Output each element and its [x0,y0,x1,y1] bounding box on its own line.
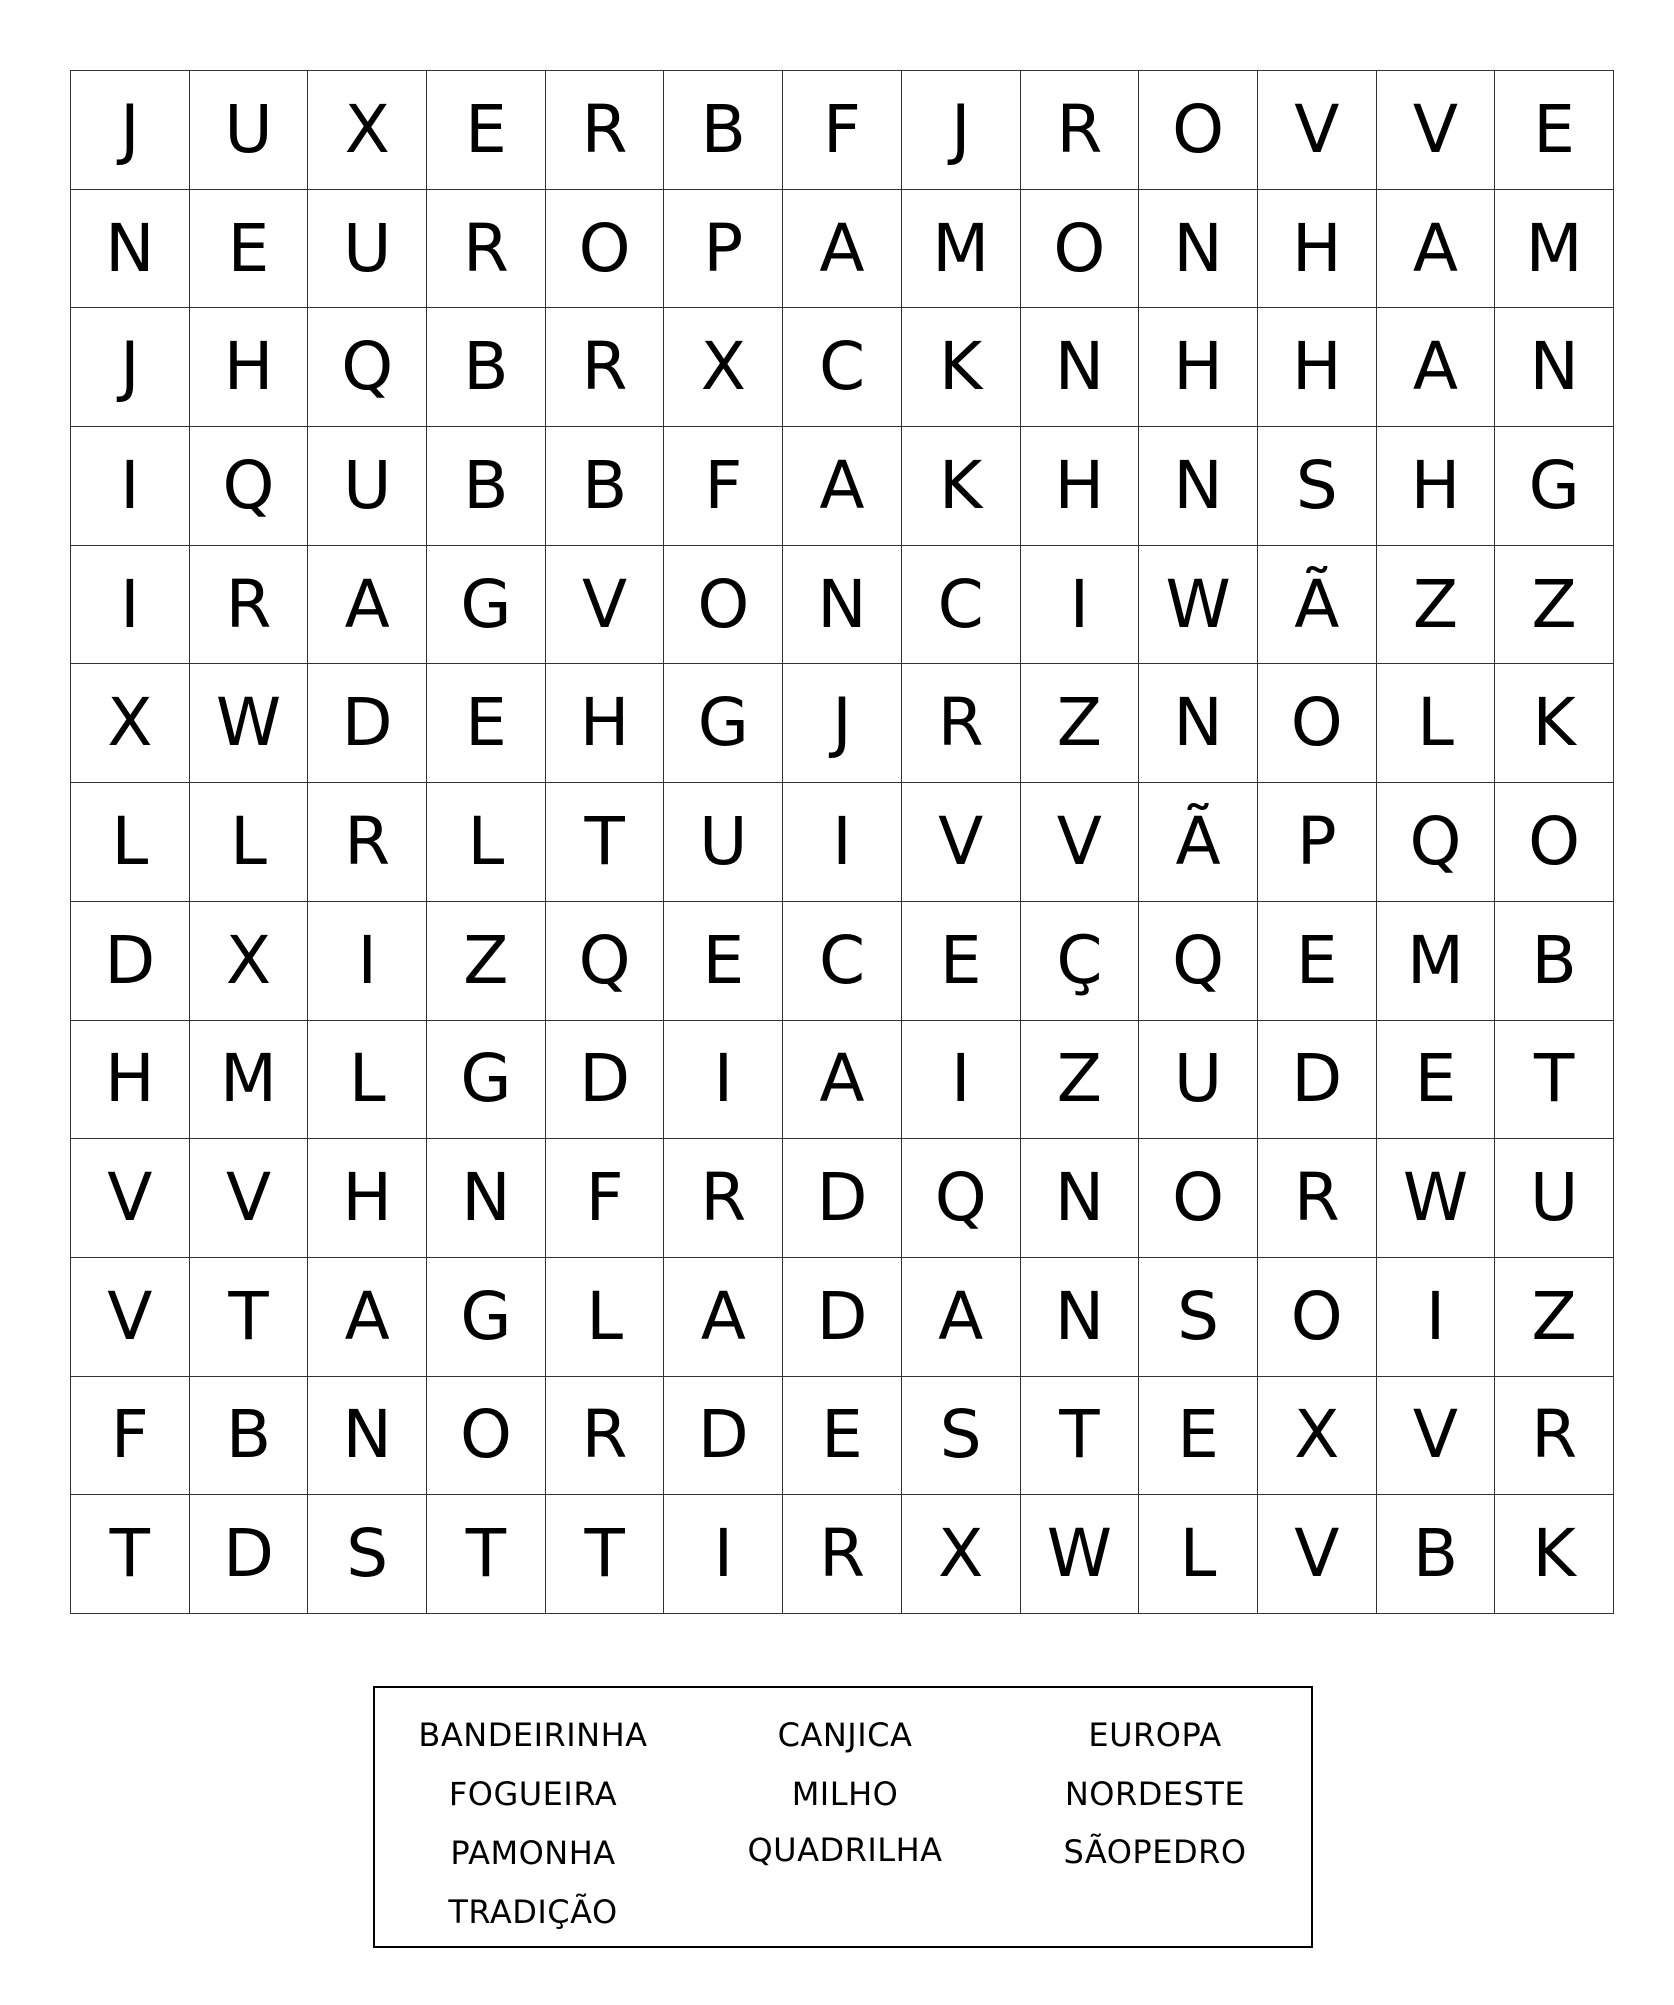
grid-cell[interactable]: L [308,1021,427,1140]
grid-cell[interactable]: F [71,1377,190,1496]
grid-cell[interactable]: E [190,190,309,309]
grid-cell[interactable]: D [190,1495,309,1614]
grid-cell[interactable]: V [190,1139,309,1258]
grid-cell[interactable]: O [1021,190,1140,309]
grid-cell[interactable]: O [427,1377,546,1496]
grid-cell[interactable]: Q [1139,902,1258,1021]
grid-cell[interactable]: K [902,427,1021,546]
grid-cell[interactable]: I [902,1021,1021,1140]
grid-cell[interactable]: N [1495,308,1614,427]
grid-cell[interactable]: L [190,783,309,902]
grid-cell[interactable]: L [71,783,190,902]
grid-cell[interactable]: E [1139,1377,1258,1496]
grid-cell[interactable]: L [1377,664,1496,783]
grid-cell[interactable]: A [783,427,902,546]
grid-cell[interactable]: O [1139,71,1258,190]
grid-cell[interactable]: N [71,190,190,309]
grid-cell[interactable]: Z [1021,1021,1140,1140]
word-list-column [695,1706,995,1875]
grid-cell[interactable]: Ã [1258,546,1377,665]
grid-cell[interactable]: G [664,664,783,783]
grid-cell[interactable]: G [427,546,546,665]
grid-cell[interactable]: W [190,664,309,783]
grid-cell[interactable]: Z [1377,546,1496,665]
grid-cell[interactable]: Z [1495,1258,1614,1377]
grid-cell[interactable]: P [664,190,783,309]
grid-cell[interactable]: N [1021,1139,1140,1258]
grid-cell[interactable]: D [783,1139,902,1258]
grid-cell[interactable]: E [1377,1021,1496,1140]
grid-cell[interactable]: Z [427,902,546,1021]
word-list-item: TRADIÇÃO [448,1893,618,1931]
grid-cell[interactable]: P [1258,783,1377,902]
word-list-item: EUROPA [1088,1716,1222,1754]
grid-cell[interactable]: Q [190,427,309,546]
grid-cell[interactable]: R [546,308,665,427]
grid-cell[interactable]: E [1495,71,1614,190]
grid-cell[interactable]: O [546,190,665,309]
grid-cell[interactable]: V [1377,71,1496,190]
grid-cell[interactable]: U [308,427,427,546]
word-list-column [383,1706,683,1942]
grid-cell[interactable]: B [427,427,546,546]
grid-cell[interactable]: U [308,190,427,309]
grid-cell[interactable]: I [1377,1258,1496,1377]
grid-cell[interactable]: T [427,1495,546,1614]
grid-cell[interactable]: N [427,1139,546,1258]
grid-cell[interactable]: I [664,1021,783,1140]
grid-cell[interactable]: G [427,1258,546,1377]
word-list-item: MILHO [791,1775,899,1813]
grid-cell[interactable]: U [190,71,309,190]
grid-cell[interactable]: T [546,1495,665,1614]
grid-cell[interactable]: R [1495,1377,1614,1496]
grid-cell[interactable]: X [308,71,427,190]
grid-cell[interactable]: X [664,308,783,427]
grid-cell[interactable]: N [783,546,902,665]
grid-cell[interactable]: A [308,1258,427,1377]
grid-cell[interactable]: H [190,308,309,427]
grid-cell[interactable]: U [1495,1139,1614,1258]
grid-cell[interactable]: I [71,546,190,665]
grid-cell[interactable]: R [190,546,309,665]
grid-cell[interactable]: H [1139,308,1258,427]
grid-cell[interactable]: T [71,1495,190,1614]
grid-cell[interactable]: M [1495,190,1614,309]
word-list-column [1005,1706,1305,1877]
grid-cell[interactable]: X [71,664,190,783]
grid-cell[interactable]: I [783,783,902,902]
grid-cell[interactable]: U [664,783,783,902]
grid-cell[interactable]: I [308,902,427,1021]
grid-cell[interactable]: R [308,783,427,902]
grid-cell[interactable]: W [1021,1495,1140,1614]
grid-cell[interactable]: W [1139,546,1258,665]
grid-cell[interactable]: H [1021,427,1140,546]
grid-cell[interactable]: M [902,190,1021,309]
grid-cell[interactable]: Q [1377,783,1496,902]
grid-cell[interactable]: C [783,308,902,427]
grid-cell[interactable]: E [664,902,783,1021]
grid-cell[interactable]: A [1377,308,1496,427]
grid-cell[interactable]: A [783,1021,902,1140]
grid-cell[interactable]: G [427,1021,546,1140]
grid-cell[interactable]: Z [1495,546,1614,665]
grid-cell[interactable]: H [546,664,665,783]
grid-cell[interactable]: E [902,902,1021,1021]
grid-cell[interactable]: Ç [1021,902,1140,1021]
grid-cell[interactable]: S [1258,427,1377,546]
grid-cell[interactable]: S [308,1495,427,1614]
grid-cell[interactable]: R [546,1377,665,1496]
grid-cell[interactable]: A [1377,190,1496,309]
grid-cell[interactable]: X [902,1495,1021,1614]
grid-cell[interactable]: D [783,1258,902,1377]
grid-cell[interactable]: H [308,1139,427,1258]
grid-cell[interactable]: V [546,546,665,665]
grid-cell[interactable]: L [546,1258,665,1377]
grid-cell[interactable]: Q [546,902,665,1021]
grid-cell[interactable]: H [1258,190,1377,309]
grid-cell[interactable]: R [664,1139,783,1258]
grid-cell[interactable]: O [664,546,783,665]
grid-cell[interactable]: A [664,1258,783,1377]
grid-cell[interactable]: N [1139,664,1258,783]
grid-cell[interactable]: L [1139,1495,1258,1614]
word-list-item: QUADRILHA [747,1831,943,1869]
grid-cell[interactable]: A [902,1258,1021,1377]
grid-cell[interactable]: J [71,308,190,427]
grid-cell[interactable]: N [308,1377,427,1496]
grid-cell[interactable]: B [427,308,546,427]
grid-cell[interactable]: F [783,71,902,190]
word-list-item: FOGUEIRA [448,1775,618,1813]
grid-cell[interactable]: V [71,1258,190,1377]
grid-cell[interactable]: N [1021,308,1140,427]
grid-cell[interactable]: T [1495,1021,1614,1140]
grid-cell[interactable]: S [902,1377,1021,1496]
grid-cell[interactable]: S [1139,1258,1258,1377]
grid-cell[interactable]: H [1258,308,1377,427]
grid-cell[interactable]: O [1258,664,1377,783]
grid-cell[interactable]: I [664,1495,783,1614]
grid-cell[interactable]: D [1258,1021,1377,1140]
grid-cell[interactable]: Q [902,1139,1021,1258]
grid-cell[interactable]: Q [308,308,427,427]
word-list-item: BANDEIRINHA [418,1716,648,1754]
grid-cell[interactable]: T [1021,1377,1140,1496]
grid-cell[interactable]: B [546,427,665,546]
grid-cell[interactable]: J [783,664,902,783]
grid-cell[interactable]: B [1377,1495,1496,1614]
grid-cell[interactable]: R [1258,1139,1377,1258]
grid-cell[interactable]: H [1377,427,1496,546]
grid-cell[interactable]: K [1495,664,1614,783]
word-list-item: SÃOPEDRO [1063,1833,1247,1871]
grid-cell[interactable]: M [190,1021,309,1140]
grid-cell[interactable]: E [783,1377,902,1496]
grid-cell[interactable]: O [1495,783,1614,902]
word-search-grid [70,70,1614,1614]
grid-cell[interactable]: W [1377,1139,1496,1258]
grid-cell[interactable]: T [546,783,665,902]
grid-cell[interactable]: E [427,664,546,783]
grid-cell[interactable]: R [427,190,546,309]
grid-cell[interactable]: E [1258,902,1377,1021]
grid-cell[interactable]: I [1021,546,1140,665]
grid-cell[interactable]: O [1139,1139,1258,1258]
grid-cell[interactable]: U [1139,1021,1258,1140]
grid-cell[interactable]: N [1139,427,1258,546]
grid-cell[interactable]: V [71,1139,190,1258]
word-list-item: NORDESTE [1064,1775,1246,1813]
grid-cell[interactable]: G [1495,427,1614,546]
grid-cell[interactable]: A [783,190,902,309]
grid-cell[interactable]: I [71,427,190,546]
grid-cell[interactable]: B [1495,902,1614,1021]
grid-cell[interactable]: T [190,1258,309,1377]
grid-cell[interactable]: X [190,902,309,1021]
grid-cell[interactable]: L [427,783,546,902]
grid-cell[interactable]: F [664,427,783,546]
grid-cell[interactable]: D [308,664,427,783]
grid-cell[interactable]: N [1139,190,1258,309]
grid-cell[interactable]: V [1258,71,1377,190]
grid-cell[interactable]: B [664,71,783,190]
grid-cell[interactable]: K [1495,1495,1614,1614]
grid-cell[interactable]: X [1258,1377,1377,1496]
word-list-item: PAMONHA [450,1834,616,1872]
grid-cell[interactable]: R [1021,71,1140,190]
grid-cell[interactable]: D [546,1021,665,1140]
word-list-box [373,1686,1313,1948]
grid-cell[interactable]: R [783,1495,902,1614]
grid-cell[interactable]: J [902,71,1021,190]
word-list-item: CANJICA [777,1716,913,1754]
grid-cell[interactable]: D [71,902,190,1021]
grid-cell[interactable]: Ã [1139,783,1258,902]
grid-cell[interactable]: Z [1021,664,1140,783]
grid-cell[interactable]: A [308,546,427,665]
grid-cell[interactable]: V [1021,783,1140,902]
grid-cell[interactable]: O [1258,1258,1377,1377]
grid-cell[interactable]: N [1021,1258,1140,1377]
grid-cell[interactable]: R [902,664,1021,783]
grid-cell[interactable]: V [1258,1495,1377,1614]
grid-cell[interactable]: D [664,1377,783,1496]
grid-cell[interactable]: V [902,783,1021,902]
grid-cell[interactable]: M [1377,902,1496,1021]
grid-cell[interactable]: E [427,71,546,190]
grid-cell[interactable]: K [902,308,1021,427]
grid-cell[interactable]: C [783,902,902,1021]
grid-cell[interactable]: V [1377,1377,1496,1496]
grid-cell[interactable]: C [902,546,1021,665]
grid-cell[interactable]: F [546,1139,665,1258]
grid-cell[interactable]: H [71,1021,190,1140]
grid-cell[interactable]: R [546,71,665,190]
grid-cell[interactable]: J [71,71,190,190]
grid-cell[interactable]: B [190,1377,309,1496]
